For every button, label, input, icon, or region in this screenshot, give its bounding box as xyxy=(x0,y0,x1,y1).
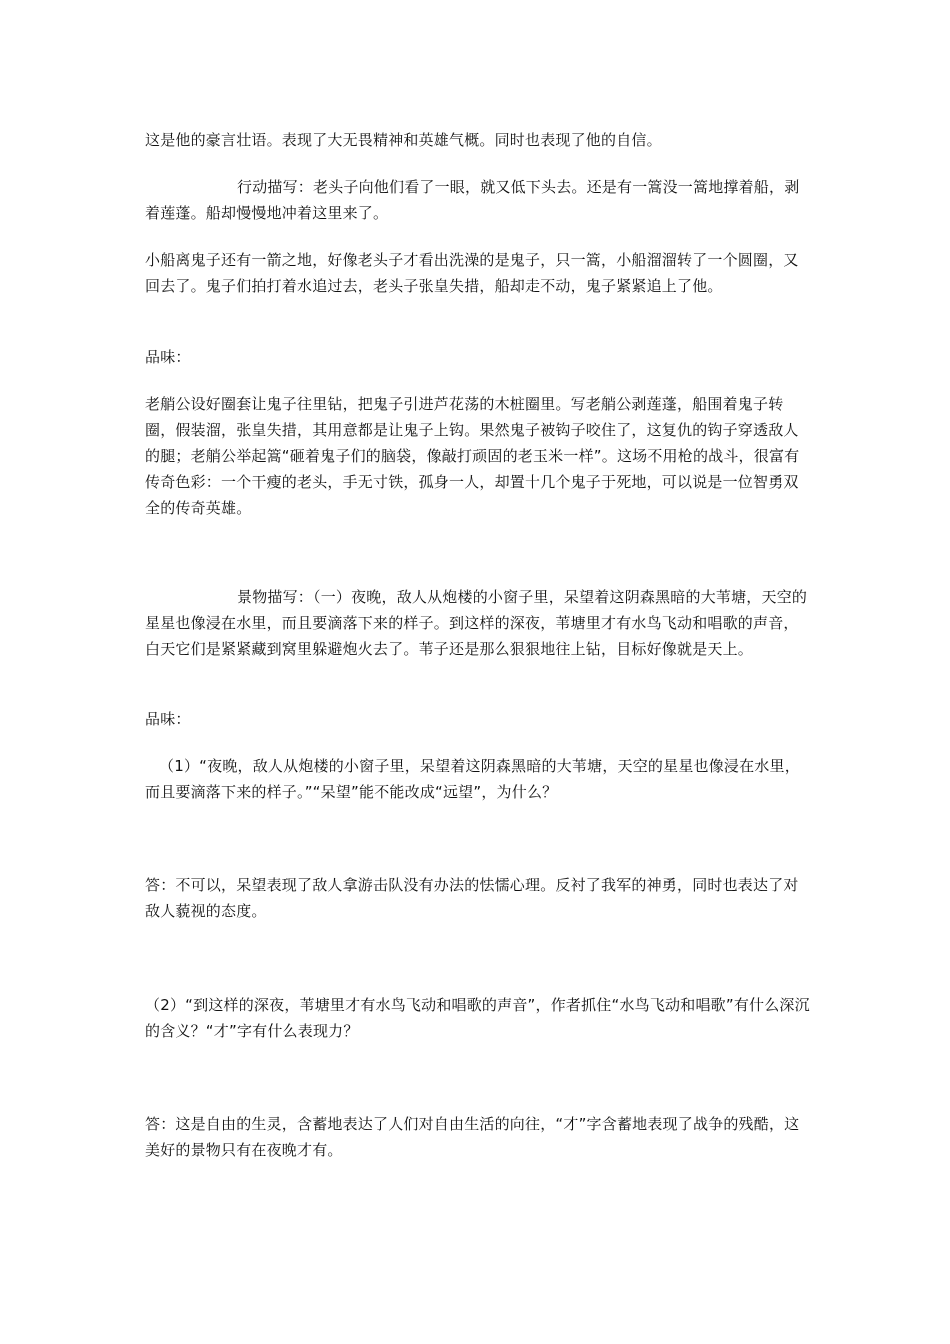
paragraph-appreciation-trap: 老艄公设好圈套让鬼子往里钻，把鬼子引进芦花荡的木桩圈里。写老艄公剥莲蓬，船围着鬼子转圈，假装溜，张皇失措，其用意都是让鬼子上钩。果然鬼子被钩子咬住了，这复仇的钩子穿透敌人的腿；老艄公举起篙“砸着鬼子们的脑袋，像敲打顽固的老玉米一样”。这场不用枪的战斗，很富有传奇色彩：一个干瘦的老头，手无寸铁，孤身一人，却置十几个鬼子于死地，可以说是一位智勇双全的传奇英雄。 xyxy=(145,395,800,517)
label-appreciation-2: 品味： xyxy=(145,710,191,728)
answer-2: 答：这是自由的生灵，含蓄地表达了人们对自由生活的向往，“才”字含蓄地表现了战争的残酷，这美好的景物只有在夜晚才有。 xyxy=(145,1115,800,1159)
paragraph-heroic-speech: 这是他的豪言壮语。表现了大无畏精神和英雄气概。同时也表现了他的自信。 xyxy=(145,131,662,149)
question-1: （1）“夜晚，敌人从炮楼的小窗子里，呆望着这阴森黑暗的大苇塘，天空的星星也像浸在水里，而且要滴落下来的样子。”“呆望”能不能改成“远望”，为什么？ xyxy=(145,757,800,801)
paragraph-scenery-description: 景物描写：（一）夜晚，敌人从炮楼的小窗子里，呆望着这阴森黑暗的大苇塘，天空的星星也像浸在水里，而且要滴落下来的样子。到这样的深夜，苇塘里才有水鸟飞动和唱歌的声音，白天它们是紧紧藏到窝里躲避炮火去了。苇子还是那么狠狠地往上钻，目标好像就是天上。 xyxy=(145,588,808,658)
question-2: （2）“到这样的深夜，苇塘里才有水鸟飞动和唱歌的声音”，作者抓住“水鸟飞动和唱歌”有什么深沉的含义？“才”字有什么表现力？ xyxy=(145,996,810,1040)
paragraph-boat-escape: 小船离鬼子还有一箭之地，好像老头子才看出洗澡的是鬼子，只一篙，小船溜溜转了一个圆圈，又回去了。鬼子们拍打着水追过去，老头子张皇失措，船却走不动，鬼子紧紧追上了他。 xyxy=(145,251,799,295)
label-appreciation-1: 品味： xyxy=(145,348,191,366)
answer-1: 答：不可以，呆望表现了敌人拿游击队没有办法的怯懦心理。反衬了我军的神勇，同时也表达了对敌人藐视的态度。 xyxy=(145,876,799,920)
paragraph-action-description: 行动描写：老头子向他们看了一眼，就又低下头去。还是有一篙没一篙地撑着船，剥着莲蓬。船却慢慢地冲着这里来了。 xyxy=(145,178,800,222)
